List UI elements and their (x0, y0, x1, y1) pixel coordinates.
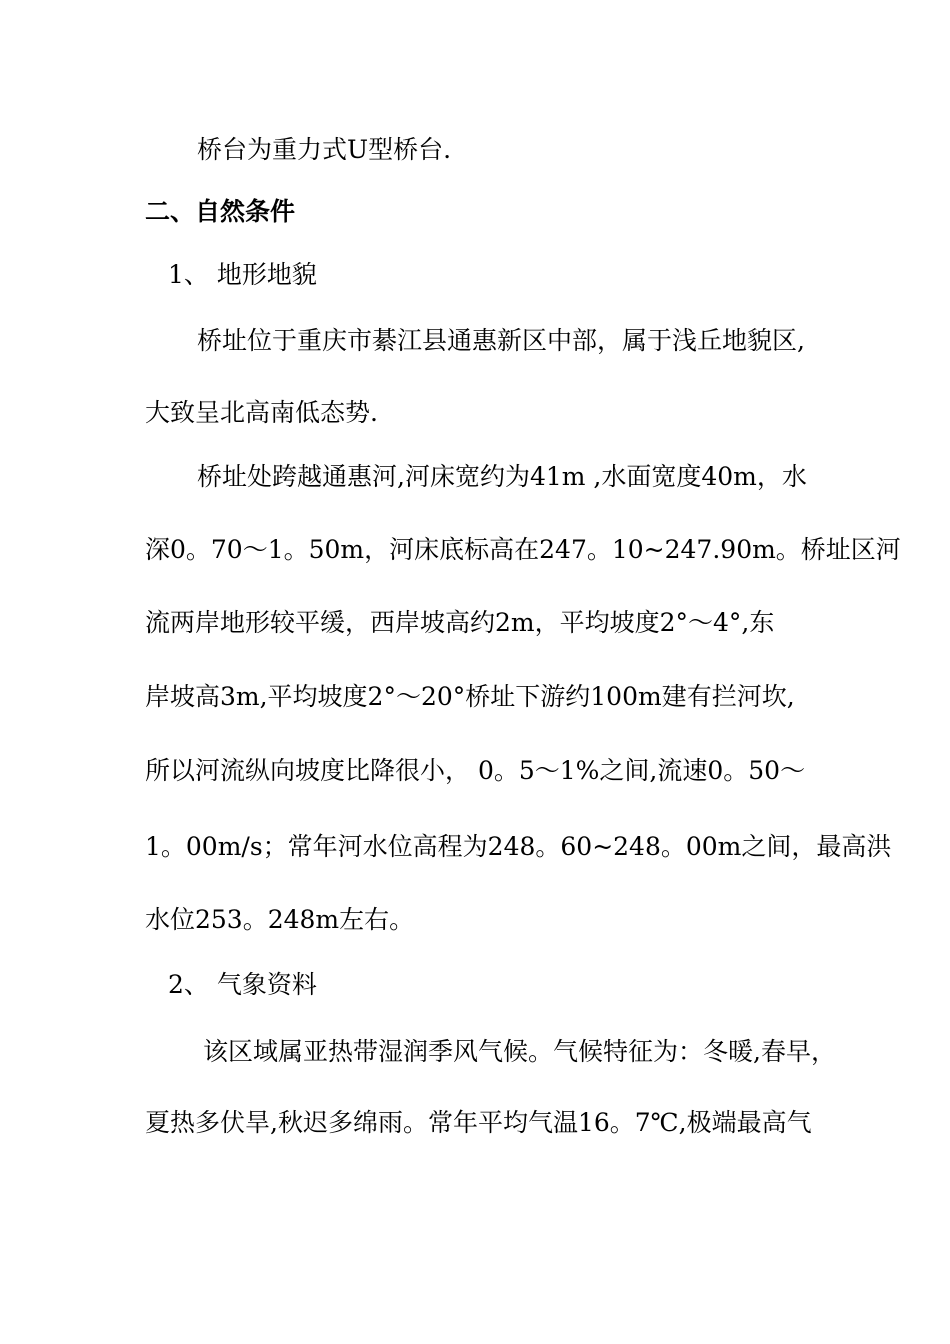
paragraph-line: 桥址处跨越通惠河,河床宽约为41m ,水面宽度40m，水 (197, 462, 807, 491)
paragraph-line: 大致呈北高南低态势. (145, 398, 378, 427)
section-heading: 二、自然条件 (145, 197, 296, 226)
paragraph-line: 水位253。248m左右。 (145, 905, 415, 934)
paragraph-line: 1。00m/s；常年河水位高程为248。60~248。00m之间，最高洪 (145, 832, 892, 861)
subsection-heading: 1、 地形地貌 (168, 260, 317, 289)
paragraph-line: 深0。70～1。50m，河床底标高在247。10~247.90m。桥址区河 (145, 535, 901, 564)
paragraph-line: 夏热多伏旱,秋迟多绵雨。常年平均气温16。7℃,极端最高气 (145, 1108, 812, 1137)
subsection-heading: 2、 气象资料 (168, 970, 317, 999)
paragraph-line: 桥台为重力式U型桥台. (197, 135, 452, 164)
paragraph-line: 所以河流纵向坡度比降很小， 0。5～1%之间,流速0。50～ (145, 756, 806, 785)
paragraph-line: 该区域属亚热带湿润季风气候。气候特征为：冬暖,春早， (203, 1037, 836, 1066)
paragraph-line: 流两岸地形较平缓，西岸坡高约2m，平均坡度2°～4°,东 (145, 608, 775, 637)
paragraph-line: 桥址位于重庆市綦江县通惠新区中部，属于浅丘地貌区, (197, 326, 805, 355)
paragraph-line: 岸坡高3m,平均坡度2°～20°桥址下游约100m建有拦河坎, (145, 682, 795, 711)
